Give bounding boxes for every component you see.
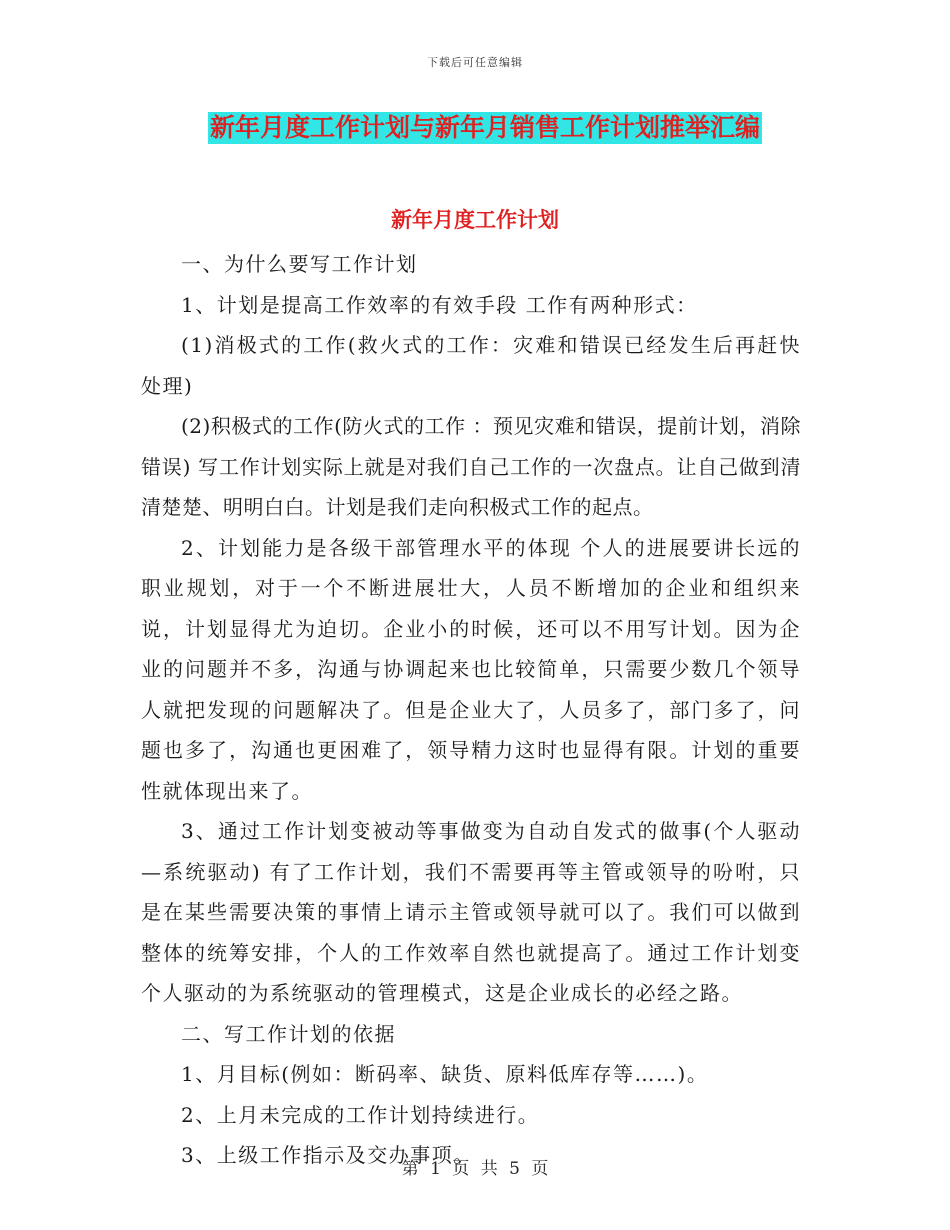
paragraph-passive-work: (1)消极式的工作(救火式的工作：灾难和错误已经发生后再赶快处理) [141, 333, 801, 398]
paragraph-planning-ability: 2、计划能力是各级干部管理水平的体现 个人的进展要讲长远的职业规划，对于一个不断进展壮大，人员不断增加的企业和组织来说，计划显得尤为迫切。企业小的时候，还可以不用写计划。因为企业的问题并不多，沟通与协调起来也比较简单，只需要少数几个领导人就把发现的问题解决了。但是企业大了，人员多了，部门多了，问题也多了，沟通也更困难了，领导精力这时也显得有限。计划的重要性就体现出来了。 [141, 535, 801, 803]
paragraph-active-work: (2)积极式的工作(防火式的工作 ：预见灾难和错误，提前计划，消除错误) 写工作计划实际上就是对我们自己工作的一次盘点。让自己做到清清楚楚、明明白白。计划是我们走向积极式工作的起点。 [141, 414, 801, 519]
document-body [141, 244, 801, 1176]
heading-plan-basis: 二、写工作计划的依据 [181, 1021, 396, 1046]
document-title: 新年月度工作计划与新年月销售工作计划推举汇编 [210, 113, 761, 142]
header-note: 下载后可任意编辑 [427, 56, 523, 69]
list-item-unfinished-plans: 2、上月未完成的工作计划持续进行。 [181, 1102, 540, 1127]
list-item-monthly-goals: 1、月目标(例如：断码率、缺货、原料低库存等……)。 [181, 1062, 709, 1086]
paragraph-system-driven: 3、通过工作计划变被动等事做变为自动自发式的做事(个人驱动—系统驱动) 有了工作计划，我们不需要再等主管或领导的吩咐，只是在某些需要决策的事情上请示主管或领导就可以了。我们可以做到整体的统筹安排，个人的工作效率自然也就提高了。通过工作计划变个人驱动的为系统驱动的管理模式，这是企业成长的必经之路。 [141, 819, 801, 1005]
section-title: 新年月度工作计划 [391, 208, 559, 232]
page-footer: 第 1 页 共 5 页 [401, 1159, 549, 1179]
list-item-superior-instructions: 3、上级工作指示及交办事项。 [181, 1143, 475, 1167]
heading-why-plan: 一、为什么要写工作计划 [181, 252, 418, 276]
paragraph-efficiency: 1、计划是提高工作效率的有效手段 工作有两种形式： [181, 292, 698, 317]
